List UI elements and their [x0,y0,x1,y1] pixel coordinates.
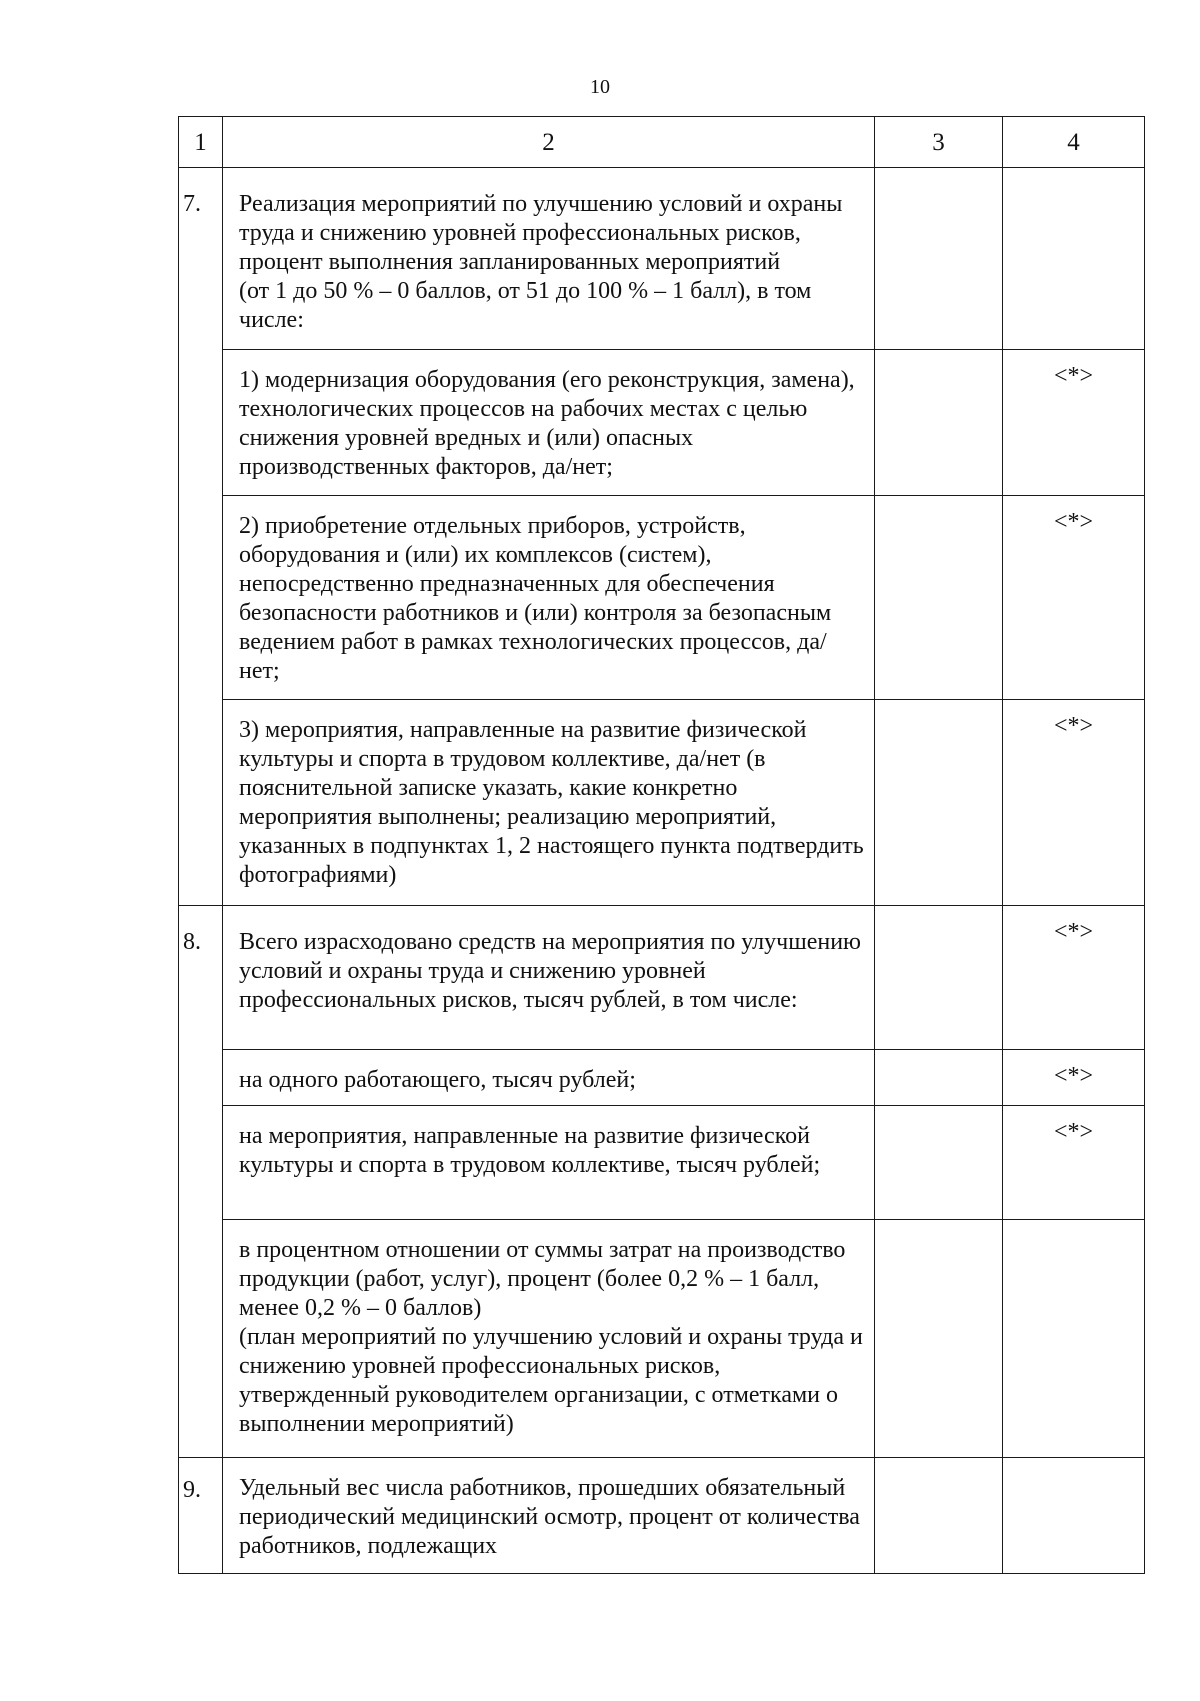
cell-col-4 [1003,1220,1145,1458]
table-header-row [179,117,1145,168]
row-text-note: (план мероприятий по улучшению условий и охраны труда и снижению уровней профессиональных рисков, утвержденный руководителем организации, с отметками о выполнении мероприятий) [239,1324,863,1437]
table-row [179,906,1145,1050]
row-number: 8. [179,906,223,1050]
row-number-cont [179,1106,223,1220]
cell-col-4: <*> [1003,906,1145,1050]
row-text-main: в процентном отношении от суммы затрат на производство продукции (работ, услуг), процент (более 0,2 % – 1 балл, менее 0,2 % – 0 баллов) [239,1237,846,1321]
table-row [179,1050,1145,1106]
cell-col-3 [875,700,1003,906]
cell-col-3 [875,1106,1003,1220]
row-text: 1) модернизация оборудования (его реконструкция, замена), технологических процессов на рабочих местах с целью снижения уровней вредных и (или) опасных производственных факторов, да/нет; [223,350,875,496]
cell-col-4 [1003,1458,1145,1574]
row-number: 9. [179,1458,223,1574]
row-number-cont [179,350,223,496]
row-text: на мероприятия, направленные на развитие физической культуры и спорта в трудовом коллективе, тысяч рублей; [223,1106,875,1220]
row-number-cont [179,700,223,906]
row-text-main: Реализация мероприятий по улучшению условий и охраны труда и снижению уровней профессиональных рисков, процент выполнения запланированных мероприятий [239,191,843,275]
row-text: Всего израсходовано средств на мероприятия по улучшению условий и охраны труда и снижению уровней профессиональных рисков, тысяч рублей, в том числе: [223,906,875,1050]
row-text [223,1220,875,1458]
cell-col-3 [875,1458,1003,1574]
row-text [223,168,875,350]
cell-col-4: <*> [1003,700,1145,906]
cell-col-4: <*> [1003,496,1145,700]
table-row [179,1106,1145,1220]
row-text: на одного работающего, тысяч рублей; [223,1050,875,1106]
cell-col-4 [1003,168,1145,350]
table-row [179,700,1145,906]
row-number-cont [179,1220,223,1458]
table-row [179,168,1145,350]
row-number-cont [179,1050,223,1106]
cell-col-3 [875,1220,1003,1458]
header-col-4: 4 [1003,117,1145,168]
row-text: 3) мероприятия, направленные на развитие физической культуры и спорта в трудовом коллективе, да/нет (в пояснительной записке указать, какие конкретно мероприятия выполнены; реализацию мероприятий, указанных в подпунктах 1, 2 настоящего пункта подтвердить фотографиями) [223,700,875,906]
criteria-table [178,116,1145,1574]
cell-col-3 [875,168,1003,350]
table-row [179,496,1145,700]
row-number: 7. [179,168,223,350]
header-col-2: 2 [223,117,875,168]
row-text: Удельный вес числа работников, прошедших обязательный периодический медицинский осмотр, процент от количества работников, подлежащих [223,1458,875,1574]
cell-col-3 [875,906,1003,1050]
row-text-note: (от 1 до 50 % – 0 баллов, от 51 до 100 % – 1 балл), в том числе: [239,278,812,333]
cell-col-3 [875,350,1003,496]
row-text: 2) приобретение отдельных приборов, устройств, оборудования и (или) их комплексов (систем), непосредственно предназначенных для обеспечения безопасности работников и (или) контроля за безопасным ведением работ в рамках технологических процессов, да/нет; [223,496,875,700]
cell-col-4: <*> [1003,1106,1145,1220]
row-number-cont [179,496,223,700]
page-number: 10 [590,76,610,98]
table-row [179,1220,1145,1458]
table-row [179,350,1145,496]
header-col-3: 3 [875,117,1003,168]
header-col-1: 1 [179,117,223,168]
cell-col-4: <*> [1003,1050,1145,1106]
cell-col-3 [875,1050,1003,1106]
table-row [179,1458,1145,1574]
cell-col-4: <*> [1003,350,1145,496]
cell-col-3 [875,496,1003,700]
